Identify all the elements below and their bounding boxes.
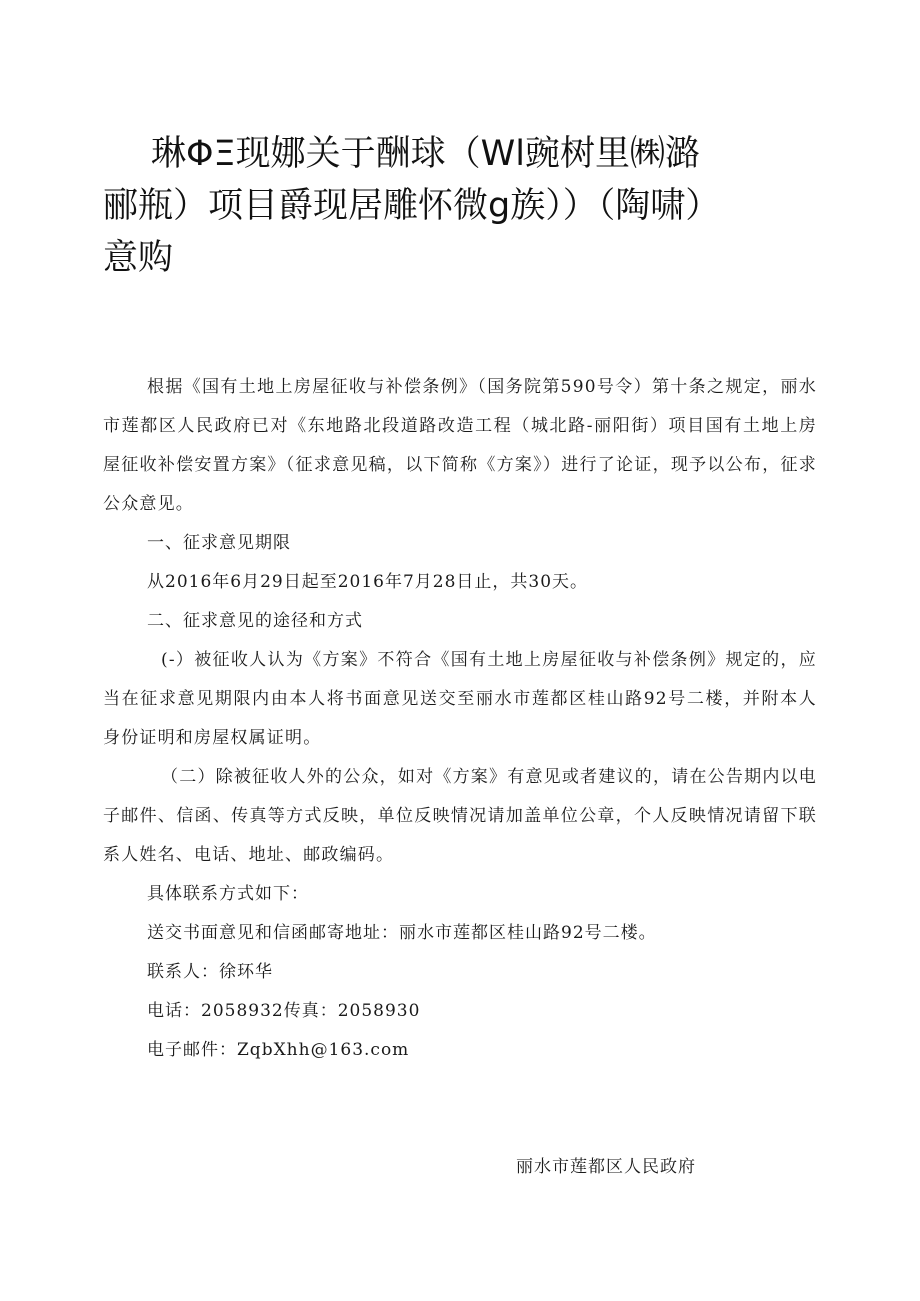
issuer-signature: 丽水市莲都区人民政府 [516, 1157, 696, 1177]
section1-text: 从2016年6月29日起至2016年7月28日止，共30天。 [147, 572, 589, 592]
contact-address: 送交书面意见和信函邮寄地址：丽水市莲都区桂山路92号二楼。 [147, 923, 657, 943]
contact-person: 联系人：徐环华 [147, 962, 273, 982]
title-line-1: 琳ΦΞ现娜关于酬球（Wl豌树里㈱潞 [151, 134, 700, 174]
intro-paragraph: 根据《国有土地上房屋征收与补偿条例》（国务院第590号令）第十条之规定，丽水市莲都区人民政府已对《东地路北段道路改造工程（城北路-丽阳街）项目国有土地上房屋征收补偿安置方案》（征求意见稿，以下简称《方案》）进行了论证，现予以公布，征求公众意见。 [103, 377, 817, 514]
document-body [103, 368, 817, 1070]
item2-paragraph: （二）除被征收人外的公众，如对《方案》有意见或者建议的，请在公告期内以电子邮件、信函、传真等方式反映，单位反映情况请加盖单位公章，个人反映情况请留下联系人姓名、电话、地址、邮政编码。 [103, 767, 817, 865]
item1-paragraph: (-）被征收人认为《方案》不符合《国有土地上房屋征收与补偿条例》规定的，应当在征求意见期限内由本人将书面意见送交至丽水市莲都区桂山路92号二楼，并附本人身份证明和房屋权属证明。 [103, 650, 817, 748]
title-line-2: 郦瓶）项目爵现居雕怀微g族））（陶啸） [103, 186, 721, 226]
contact-intro: 具体联系方式如下： [147, 884, 309, 904]
document-title [103, 128, 823, 284]
section1-heading: 一、征求意见期限 [147, 533, 291, 553]
contact-phone: 电话：2058932传真：2058930 [147, 1001, 421, 1021]
section2-heading: 二、征求意见的途径和方式 [147, 611, 363, 631]
title-line-3: 意购 [103, 238, 174, 278]
contact-email: 电子邮件：ZqbXhh@163.com [147, 1040, 410, 1060]
